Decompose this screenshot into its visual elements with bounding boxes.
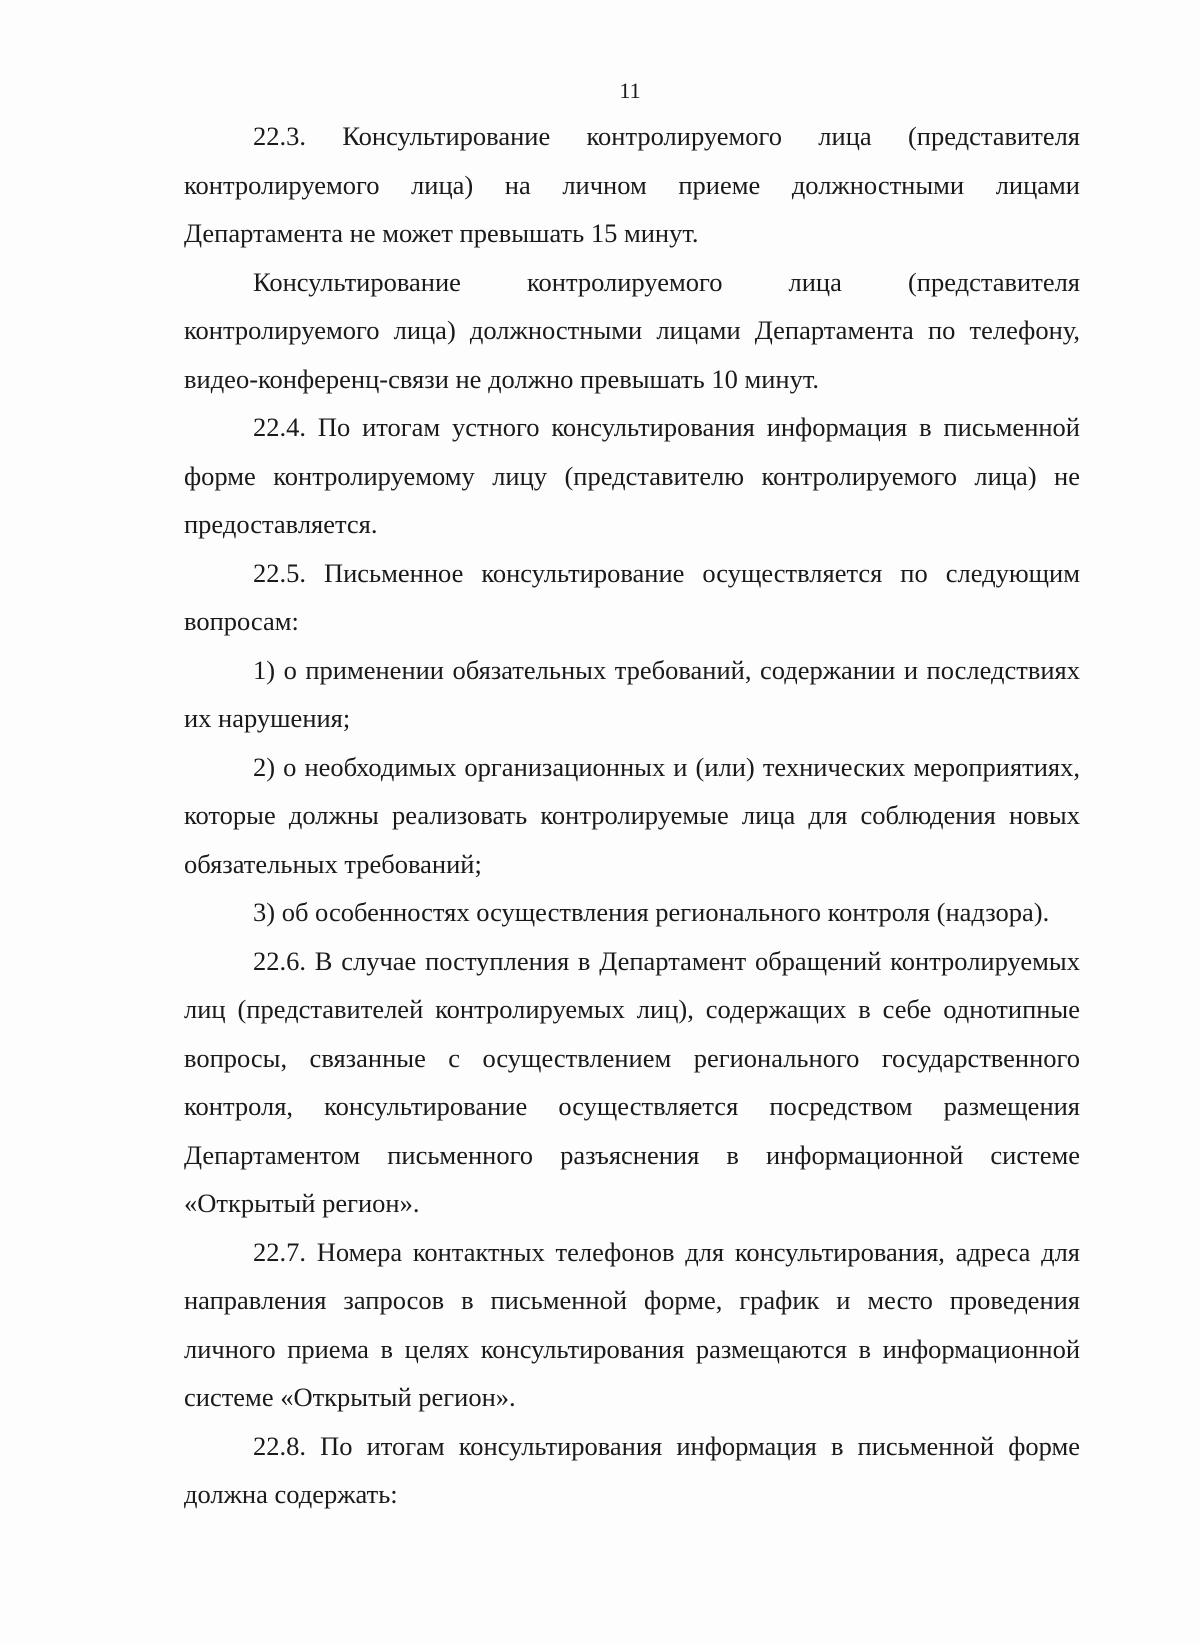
list-item-1: 1) о применении обязательных требований, содержании и последствиях их нарушения; (184, 654, 1080, 733)
paragraph-22-3: 22.3. Консультирование контролируемого лица (представителя контролируемого лица) на личном приеме должностными лицами Департамента не может превышать 15 минут. (184, 121, 1080, 248)
paragraph-22-4: 22.4. По итогам устного консультирования информация в письменной форме контролируемому лицу (представителю контролируемого лица) не предоставляется. (184, 412, 1080, 539)
page-number: 11 (619, 78, 641, 103)
paragraph-22-5: 22.5. Письменное консультирование осуществляется по следующим вопросам: (184, 557, 1080, 636)
paragraph-22-8: 22.8. По итогам консультирования информация в письменной форме должна содержать: (184, 1430, 1080, 1509)
list-item-3: 3) об особенностях осуществления регионального контроля (надзора). (253, 897, 1050, 927)
paragraph-22-6: 22.6. В случае поступления в Департамент обращений контролируемых лиц (представителей контролируемых лиц), содержащих в себе однотипные вопросы, связанные с осуществлением регионального государственного контроля, консультирование осуществляется посредством размещения Департаментом письменного разъяснения в информационной системе «Открытый регион». (184, 945, 1080, 1218)
paragraph-22-3-phone: Консультирование контролируемого лица (представителя контролируемого лица) должностными лицами Департамента по телефону, видео-конференц-связи не должно превышать 10 минут. (184, 266, 1080, 394)
list-item-2: 2) о необходимых организационных и (или) технических мероприятиях, которые должны реализовать контролируемые лица для соблюдения новых обязательных требований; (184, 751, 1080, 879)
document-body (184, 112, 1080, 1519)
paragraph-22-7: 22.7. Номера контактных телефонов для консультирования, адреса для направления запросов в письменной форме, график и место проведения личного приема в целях консультирования размещаются в информационной системе «Открытый регион». (184, 1236, 1080, 1412)
